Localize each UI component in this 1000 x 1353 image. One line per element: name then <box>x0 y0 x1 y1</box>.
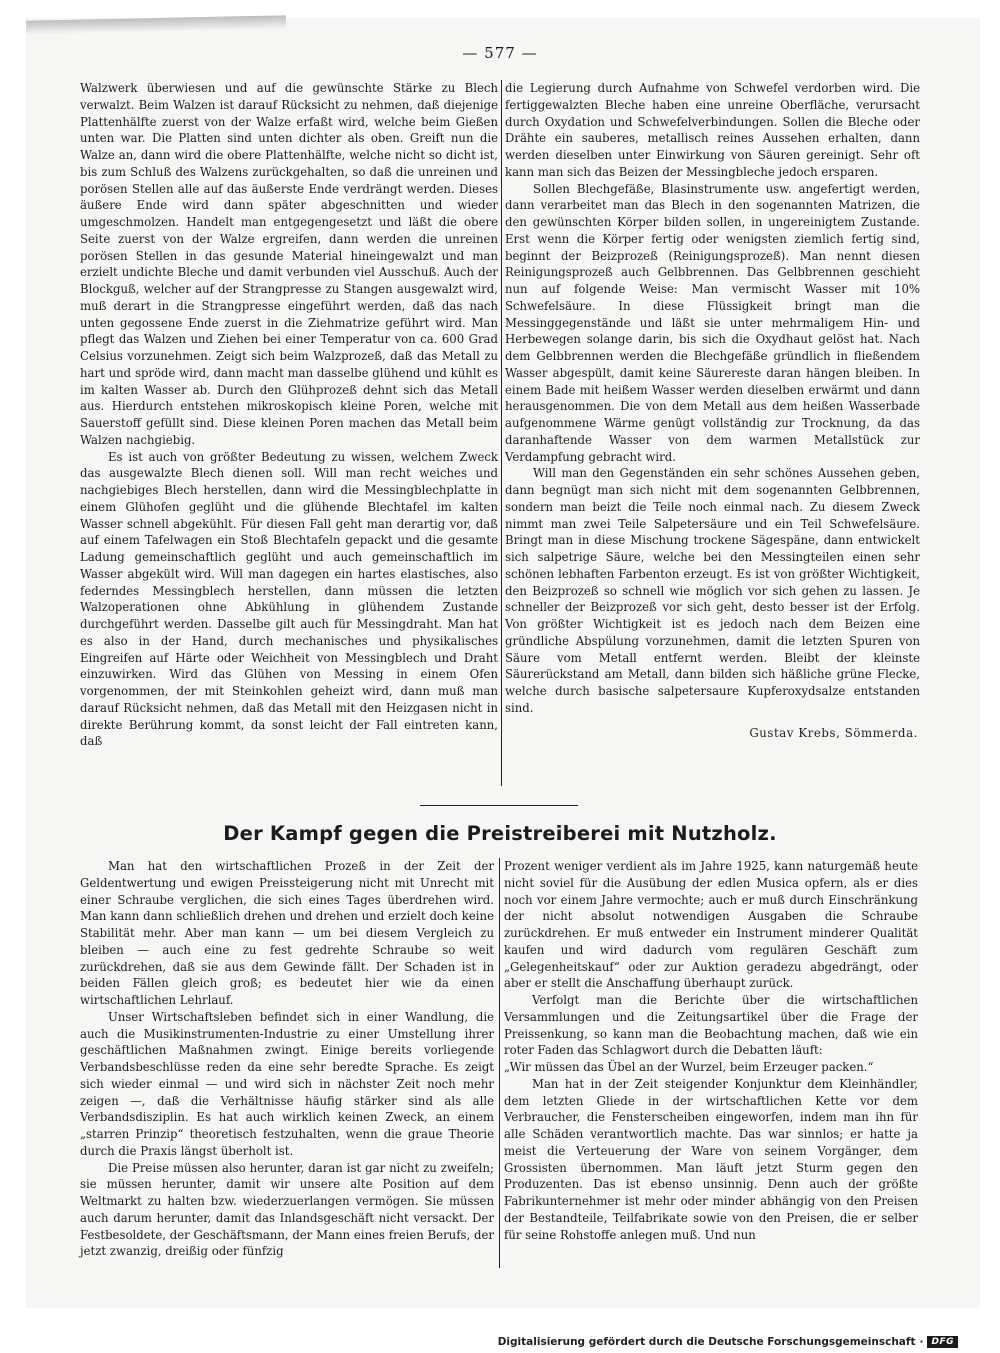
paragraph: Will man den Gegenständen ein sehr schönes Aussehen geben, dann begnügt man sich nicht mit dem sogenannten Gelbbrennen, sondern man beizt die Teile noch einmal nach. Zu diesem Zweck nimmt man zwei Teile Salpetersäure und ein Teil Schwefelsäure. Bringt man in diese Mischung trockene Sägespäne, dann entwickelt sich salpetrige Säure, welche bei den Messingteilen einen sehr schönen lebhaften Farbenton erzeugt. Es ist von größter Wichtigkeit, den Beizprozeß so schnell wie möglich vor sich gehen zu lassen. Je schneller der Beizprozeß vor sich geht, desto besser ist der Erfolg. Von größter Wichtigkeit ist es jedoch nach dem Beizen eine gründliche Abspülung vorzunehmen, damit die letzten Spuren von Säure vom Metall entfernt werden. Bleibt der kleinste Säurerückstand am Metall, dann bilden sich häßliche grüne Flecke, welche durch basische salpetersaure Kupferoxydsalze entstanden sind. <box>505 466 920 715</box>
author-signature: Gustav Krebs, Sömmerda. <box>749 725 918 740</box>
article-title: Der Kampf gegen die Preistreiberei mit Nutzholz. <box>223 822 777 845</box>
paragraph: Man hat in der Zeit steigender Konjunktur dem Kleinhändler, dem letzten Gliede in der wirtschaftlichen Kette vor dem Verbraucher, die Fensterscheiben eingeworfen, indem man ihn für alle Schäden verantwortlich machte. Das war sinnlos; er hatte ja meist die Verteuerung der Ware von seinem Vorgänger, dem Grossisten übernommen. Man läuft jetzt Sturm gegen den Produzenten. Das ist ebenso unsinnig. Denn auch der größte Fabrikunternehmer ist mehr oder minder abhängig von den Preisen der Bestandteile, Teilfabrikate sowie von den Preisen, die er selber für seine Rohstoffe anlegen muß. Und nun <box>504 1076 918 1242</box>
quote: „Wir müssen das Übel an der Wurzel, beim Erzeuger packen.“ <box>504 1060 874 1074</box>
paragraph: Die Preise müssen also herunter, daran ist gar nicht zu zweifeln; sie müssen herunter, damit wir unsere alte Position auf dem Weltmarkt zu halten bzw. wiederzuerlangen vermögen. Sie müssen auch darum herunter, damit das Inlandsgeschäft nicht versackt. Der Festbesoldete, der Geschäftsmann, der Mann eines freien Berufs, der jetzt zwanzig, dreißig oder fünfzig <box>80 1160 494 1259</box>
paragraph: Man hat den wirtschaftlichen Prozeß in der Zeit der Geldentwertung und ewigen Preissteigerung nicht mit Unrecht mit einer Schraube verglichen, die sich eines Tages überdrehen wird. Man kann dann schließlich drehen und drehen und erzielt doch keine Stabilität mehr. Aber man kann — um bei diesem Vergleich zu bleiben — auch eine zu fest gedrehte Schraube so weit zurückdrehen, daß sie aus dem Gewinde fällt. Der Schaden ist in beiden Fällen gleich groß; es bedeutet hier wie da einen wirtschaftlichen Lehrlauf. <box>80 859 494 1007</box>
paragraph: Unser Wirtschaftsleben befindet sich in einer Wandlung, die auch die Musikinstrumenten-Industrie zu einer Umstellung ihrer geschäftlichen Maßnahmen zwingt. Einige bereits vorliegende Verbandsbeschlüsse reden da eine sehr beredte Sprache. Es zeigt sich wieder einmal — und wird sich in nächster Zeit noch mehr zeigen —, daß die Verhältnisse häufig stärker sind als alle Verbandsdisziplin. Es hat auch wirklich keinen Zweck, an einem „starren Prinzip“ theoretisch festzuhalten, wenn die graue Theorie durch die Praxis längst überholt ist. <box>80 1009 494 1158</box>
paragraph: Walzwerk überwiesen und auf die gewünschte Stärke zu Blech verwalzt. Beim Walzen ist darauf Rücksicht zu nehmen, daß diejenige Plattenhälfte zuerst von der Walze erfaßt wird, welche beim Gießen unten war. Die Platten sind unten dichter als oben. Greift nun die Walze an, dann wird die obere Plattenhälfte, welche nicht so dicht ist, bis zum Schluß des Walzens zurückgehalten, so daß die unreinen und porösen Stellen alle auf das äußerste Ende verdrängt werden. Dieses äußere Ende wird dann später abgeschnitten und wieder umgeschmolzen. Handelt man entgegengesetzt und läßt die obere Seite zuerst von der Walze ergreifen, dann werden die unreinen porösen Stellen in das gesunde Material hineingewalzt und man erzielt undichte Bleche und damit verbunden viel Ausschuß. Auch der Blockguß, welcher auf der Strangpresse zu Stangen ausgewalzt wird, muß derart in die Strangpresse eingeführt werden, daß das nach unten gegossene Ende zuerst in die Ziehmatrize geführt wird. Man pflegt das Walzen und Ziehen bei einer Temperatur von ca. 600 Grad Celsius vorzunehmen. Zeigt sich beim Walzprozeß, daß das Metall zu hart und spröde wird, dann macht man dasselbe glühend und kühlt es im kalten Wasser ab. Durch den Glühprozeß dehnt sich das Metall aus. Hierdurch entstehen mikroskopisch kleine Poren, welche mit Sauerstoff gefüllt sind. Diese kleinen Poren machen das Metall beim Walzen nachgiebig. <box>80 81 498 447</box>
column-divider <box>501 80 502 786</box>
article2-left-column <box>80 858 494 1260</box>
article2-right-column <box>504 858 918 1243</box>
article1-left-column <box>80 80 498 750</box>
paragraph: Sollen Blechgefäße, Blasinstrumente usw. angefertigt werden, dann verarbeitet man das Blech in den sogenannten Matrizen, die den gewünschten Körper bilden sollen, in ungereinigtem Zustande. Erst wenn die Körper fertig oder wenigsten ziemlich fertig sind, beginnt der Beizprozeß (Reinigungsprozeß). Man nennt diesen Reinigungsprozeß auch Gelbbrennen. Das Gelbbrennen geschieht nun auf folgende Weise: Man vermischt Wasser mit 10% Schwefelsäure. In diese Flüssigkeit bringt man die Messinggegenstände und läßt sie unter mehrmaligem Hin- und Herbewegen solange darin, bis sich die Oxydhaut gelöst hat. Nach dem Gelbbrennen werden die Blechgefäße gründlich in fließendem Wasser abgespült, damit keine Säurereste daran hängen bleiben. In einem Bade mit heißem Wasser werden dieselben erwärmt und dann herausgenommen. Die von dem Metall aus dem heißen Wasserbade aufgenommene Wärme genügt vollständig zur Trocknung, da das daranhaftende Wasser von dem warmen Metallstück zur Verdampfung gebracht wird. <box>505 181 920 464</box>
page-number: — 577 — <box>462 44 538 62</box>
dfg-logo-icon: DFG <box>927 1336 958 1348</box>
paragraph: Verfolgt man die Berichte über die wirtschaftlichen Versammlungen und die Zeitungsartikel über die Frage der Preissenkung, so kann man die Beobachtung machen, daß wie ein roter Faden das Schlagwort durch die Debatten läuft: <box>504 993 918 1058</box>
digitization-credit <box>498 1336 958 1348</box>
paragraph: Es ist auch von größter Bedeutung zu wissen, welchem Zweck das ausgewalzte Blech dienen soll. Will man recht weiches und nachgiebiges Blech herstellen, dann wird die Messingblechplatte in einem Glühofen geglüht und die glühende Blechtafel im kalten Wasser schnell abgekühlt. Für diesen Fall geht man derartig vor, daß auf einem Tafelwagen ein Stoß Blechtafeln gepackt und die gesamte Ladung gemeinschaftlich geglüht und auch gemeinschaftlich im Wasser abgekült wird. Will man dagegen ein hartes elastisches, also federndes Messingblech herstellen, dann müssen die letzten Walzoperationen ohne Abkühlung in glühendem Zustande durchgeführt werden. Dasselbe gilt auch für Messingdraht. Man hat es also in der Hand, durch mechanisches und physikalisches Eingreifen auf Härte oder Weichheit von Messingblech und Draht einzuwirken. Wird das Glühen von Messing in einem Ofen vorgenommen, der mit Steinkohlen geheizt wird, dann muß man darauf Rücksicht nehmen, daß das Metall mit den Heizgasen nicht in direkte Berührung kommt, da sonst leicht der Fall eintreten kann, daß <box>80 449 498 749</box>
paragraph: Prozent weniger verdient als im Jahre 1925, kann naturgemäß heute nicht soviel für die Ausübung der edlen Musica opfern, als er dies noch vor einem Jahre vermochte; auch er muß durch Einschränkung der nicht absolut notwendigen Ausgaben die Schraube zurückdrehen. Er muß entweder ein Instrument minderer Qualität kaufen und wird dadurch vom regulären Geschäft zum „Gelegenheitskauf“ oder zur Auktion geradezu abgedrängt, oder aber er stellt die Anschaffung überhaupt zurück. <box>504 859 918 991</box>
section-rule <box>420 805 578 806</box>
credit-text: Digitalisierung gefördert durch die Deutsche Forschungsgemeinschaft <box>497 1336 916 1348</box>
paragraph: die Legierung durch Aufnahme von Schwefel verdorben wird. Die fertiggewalzten Bleche haben eine unreine Oberfläche, verursacht durch Oxydation und Schwefelverbindungen. Sollen die Bleche oder Drähte ein sauberes, metallisch reines Aussehen erhalten, dann werden dieselben unter Einwirkung von Säuren gereinigt. Sehr oft kann man sich das Beizen der Messingbleche jedoch ersparen. <box>505 81 920 179</box>
article1-right-column <box>505 80 920 741</box>
credit-separator: · <box>919 1336 924 1348</box>
column-divider <box>499 858 500 1268</box>
